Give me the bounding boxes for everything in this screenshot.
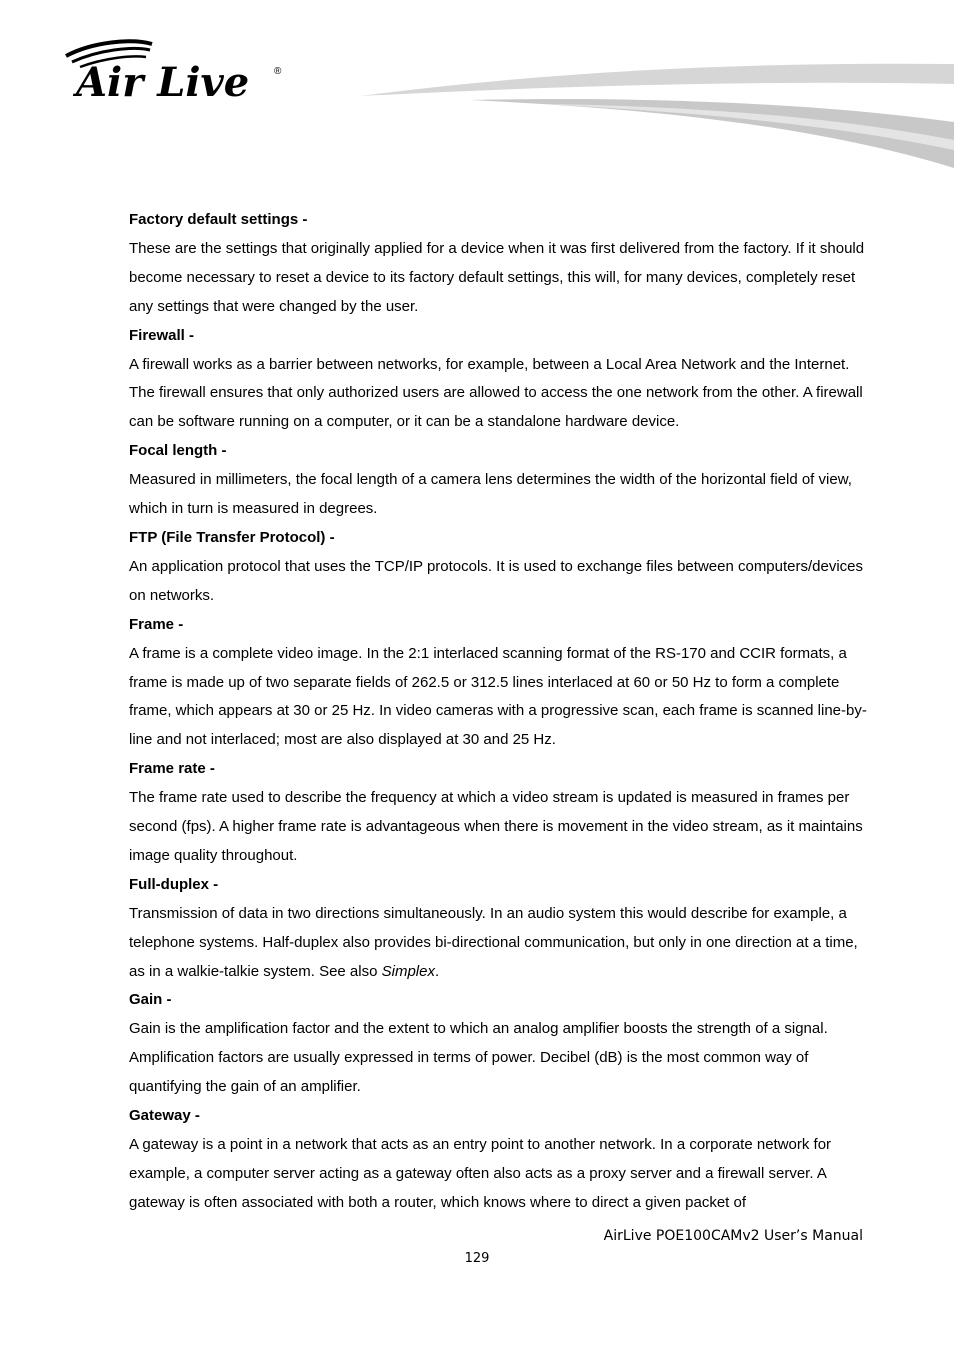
page-number: 129 (464, 1251, 490, 1266)
registered-mark: ® (274, 66, 282, 77)
glossary-content (129, 206, 874, 1218)
glossary-definition (129, 784, 874, 871)
glossary-term: Full-duplex - (129, 875, 219, 893)
glossary-term: Frame - (129, 615, 184, 633)
glossary-term: Frame rate - (129, 760, 215, 778)
page-header (0, 0, 954, 180)
definition-text: An application protocol that uses the TCP/IP protocols. It is used to exchange files between computers/devices on networks. (129, 557, 864, 604)
glossary-definition (129, 553, 874, 611)
glossary-definition (129, 640, 874, 756)
definition-text: These are the settings that originally applied for a device when it was first delivered from the factory. If it should become necessary to reset a device to its factory default settings, this will, for many devices, completely reset any settings that were changed by the user. (129, 239, 865, 315)
logo-text: Air Live (76, 59, 250, 106)
definition-text: A firewall works as a barrier between networks, for example, between a Local Area Network and the Internet. The firewall ensures that only authorized users are allowed to access the one network from the other. A firewall can be software running on a computer, or it can be a standalone hardware device. (129, 355, 863, 431)
glossary-definition (129, 900, 874, 987)
glossary-definition (129, 466, 874, 524)
glossary-definition (129, 1131, 874, 1218)
airlive-logo (62, 36, 292, 106)
definition-text: Measured in millimeters, the focal length of a camera lens determines the width of the horizontal field of view, which in turn is measured in degrees. (129, 471, 852, 518)
glossary-term: Firewall - (129, 326, 195, 344)
glossary-definition (129, 351, 874, 438)
definition-end: . (434, 962, 440, 980)
definition-text: A frame is a complete video image. In the 2:1 interlaced scanning format of the RS-170 and CCIR formats, a frame is made up of two separate fields of 262.5 or 312.5 lines interlaced at 60 or 50 Hz to form a complete frame, which appears at 30 or 25 Hz. In video cameras with a progressive scan, each frame is scanned line-by-line and not interlaced; most are also displayed at 30 and 25 Hz. (129, 644, 867, 749)
glossary-term: FTP (File Transfer Protocol) - (129, 528, 335, 546)
manual-title: AirLive POE100CAMv2 User’s Manual (603, 1228, 863, 1244)
definition-text: Gain is the amplification factor and the extent to which an analog amplifier boosts the strength of a signal. Amplification factors are usually expressed in terms of power. Decibel (dB) is the most common way of quantifying the gain of an amplifier. (129, 1020, 828, 1096)
definition-text: The frame rate used to describe the frequency at which a video stream is updated is measured in frames per second (fps). A higher frame rate is advantageous when there is movement in the video stream, as it maintains image quality throughout. (129, 789, 863, 864)
glossary-definition (129, 1015, 874, 1102)
definition-text: A gateway is a point in a network that acts as an entry point to another network. In a corporate network for example, a computer server acting as a gateway often also acts as a proxy server and a firewall server. A gateway is often associated with both a router, which knows where to direct a given packet of (129, 1136, 832, 1211)
glossary-term: Focal length - (129, 442, 227, 460)
glossary-term: Factory default settings - (129, 211, 308, 228)
definition-italic-reference: Simplex (381, 962, 435, 980)
definition-text: Transmission of data in two directions simultaneously. In an audio system this would describe for example, a telephone systems. Half-duplex also provides bi-directional communication, but only in one direction at a time, as in a walkie-talkie system. See also (129, 904, 858, 980)
glossary-term: Gateway - (129, 1107, 200, 1125)
glossary-definition (129, 235, 874, 322)
glossary-term: Gain - (129, 991, 172, 1009)
